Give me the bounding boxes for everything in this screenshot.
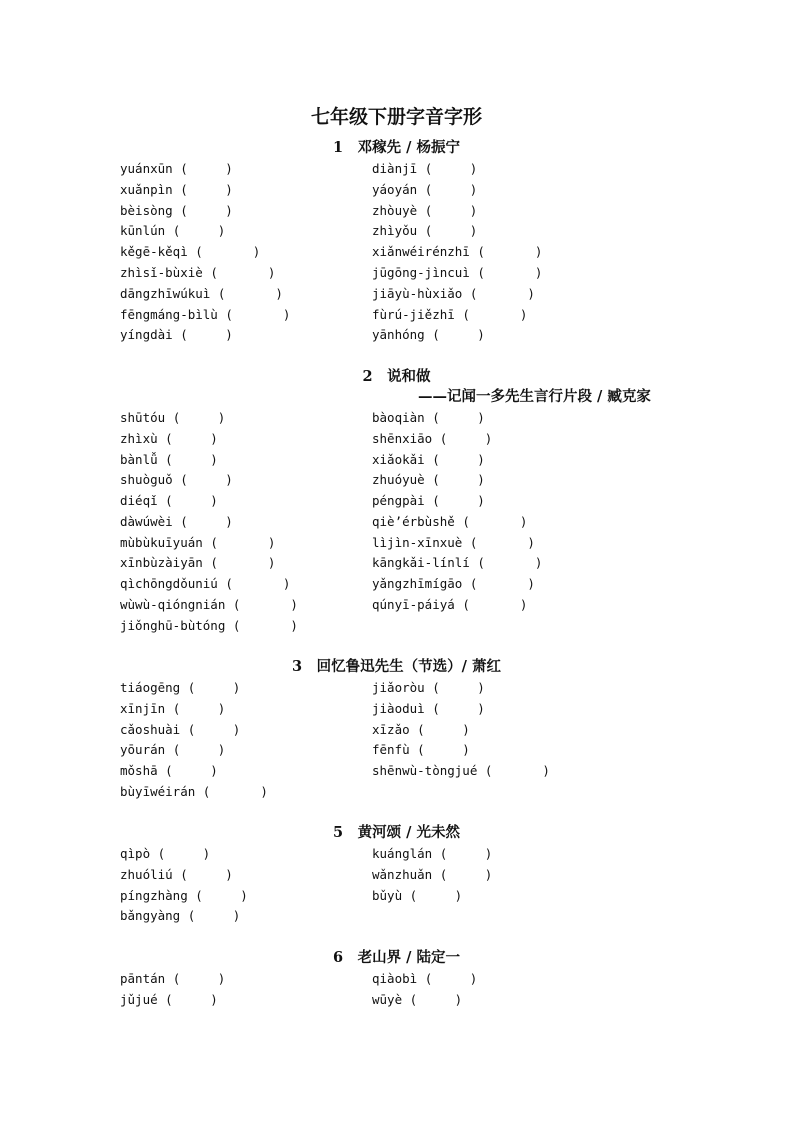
pinyin-text: shēnxiāo bbox=[372, 430, 433, 446]
answer-blank[interactable]: ( ) bbox=[432, 680, 485, 695]
pinyin-text: mùbùkuīyuán bbox=[120, 534, 203, 550]
pinyin-item bbox=[120, 513, 233, 531]
pinyin-item bbox=[120, 575, 290, 593]
pinyin-text: kāngkǎi-línlí bbox=[372, 555, 470, 571]
pinyin-item bbox=[372, 202, 477, 220]
pinyin-text: zhìyǒu bbox=[372, 223, 418, 239]
pinyin-text: qìpò bbox=[120, 846, 151, 861]
answer-blank[interactable]: ( ) bbox=[210, 555, 276, 571]
pinyin-item bbox=[372, 845, 492, 863]
answer-blank[interactable]: ( ) bbox=[180, 327, 233, 343]
pinyin-text: xiǎokǎi bbox=[372, 451, 425, 467]
pinyin-text: píngzhàng bbox=[120, 887, 188, 903]
pinyin-text: wǎnzhuǎn bbox=[372, 866, 433, 882]
answer-blank[interactable]: ( ) bbox=[187, 908, 241, 924]
pinyin-item bbox=[372, 409, 485, 427]
answer-blank[interactable]: ( ) bbox=[477, 244, 543, 260]
pinyin-item bbox=[372, 596, 527, 614]
pinyin-item bbox=[372, 430, 492, 448]
pinyin-text: bǔyù bbox=[372, 887, 403, 903]
answer-blank[interactable]: ( ) bbox=[165, 763, 218, 779]
pinyin-text: xiǎnwéirénzhī bbox=[372, 244, 470, 260]
answer-blank[interactable]: ( ) bbox=[432, 410, 485, 425]
answer-blank[interactable]: ( ) bbox=[187, 680, 241, 695]
answer-blank[interactable]: ( ) bbox=[432, 493, 485, 508]
pinyin-text: yānhóng bbox=[372, 327, 425, 343]
answer-blank[interactable]: ( ) bbox=[469, 285, 535, 301]
pinyin-item bbox=[372, 866, 492, 884]
answer-blank[interactable]: ( ) bbox=[409, 887, 463, 903]
pinyin-text: wūyè bbox=[372, 991, 403, 1007]
answer-blank[interactable]: ( ) bbox=[180, 202, 233, 218]
answer-blank[interactable]: ( ) bbox=[424, 223, 478, 239]
pinyin-item bbox=[120, 991, 218, 1009]
pinyin-item bbox=[120, 306, 290, 324]
pinyin-item bbox=[372, 243, 542, 261]
pinyin-item bbox=[120, 326, 233, 344]
pinyin-text: jiāyù-hùxiǎo bbox=[372, 285, 463, 301]
pinyin-text: jiǒnghū-bùtóng bbox=[120, 617, 226, 633]
answer-blank[interactable]: ( ) bbox=[462, 306, 528, 322]
pinyin-text: zhuóyuè bbox=[372, 472, 425, 488]
pinyin-item bbox=[120, 887, 248, 905]
section-heading: 5 黄河颂 / 光未然 bbox=[333, 824, 460, 841]
pinyin-item bbox=[120, 679, 240, 697]
pinyin-item bbox=[120, 700, 225, 718]
answer-blank[interactable]: ( ) bbox=[195, 244, 261, 260]
answer-blank[interactable]: ( ) bbox=[432, 472, 485, 488]
pinyin-item bbox=[120, 866, 233, 884]
pinyin-item bbox=[120, 721, 240, 739]
pinyin-item bbox=[372, 741, 470, 759]
pinyin-text: bànlǚ bbox=[120, 451, 158, 467]
answer-blank[interactable]: ( ) bbox=[165, 493, 218, 508]
pinyin-item bbox=[372, 554, 542, 572]
pinyin-item bbox=[372, 471, 485, 489]
pinyin-item bbox=[120, 451, 218, 469]
pinyin-item bbox=[372, 264, 542, 282]
pinyin-text: fùrú-jiězhī bbox=[372, 306, 455, 322]
pinyin-item bbox=[120, 285, 283, 303]
pinyin-item bbox=[372, 285, 535, 303]
pinyin-text: lìjìn-xīnxuè bbox=[372, 534, 463, 550]
answer-blank[interactable]: ( ) bbox=[157, 846, 211, 861]
answer-blank[interactable]: ( ) bbox=[210, 265, 276, 280]
section-heading: 3 回忆鲁迅先生（节选）/ 萧红 bbox=[292, 658, 501, 675]
answer-blank[interactable]: ( ) bbox=[172, 971, 226, 986]
pinyin-item bbox=[120, 243, 260, 261]
answer-blank[interactable]: ( ) bbox=[469, 534, 535, 550]
answer-blank[interactable]: ( ) bbox=[439, 430, 493, 446]
pinyin-item bbox=[372, 181, 477, 199]
pinyin-text: shēnwù-tòngjué bbox=[372, 763, 478, 779]
pinyin-text: kuánglán bbox=[372, 846, 433, 861]
pinyin-item bbox=[120, 845, 210, 863]
pinyin-text: jūgōng-jìncuì bbox=[372, 265, 470, 280]
answer-blank[interactable]: ( ) bbox=[432, 451, 485, 467]
pinyin-text: zhìsǐ-bùxiè bbox=[120, 265, 203, 280]
pinyin-text: xuǎnpìn bbox=[120, 181, 173, 197]
pinyin-text: qiàobì bbox=[372, 971, 418, 986]
pinyin-text: yuánxūn bbox=[120, 161, 173, 176]
answer-blank[interactable]: ( ) bbox=[195, 887, 248, 903]
answer-blank[interactable]: ( ) bbox=[417, 742, 470, 758]
answer-blank[interactable]: ( ) bbox=[462, 596, 528, 612]
pinyin-item bbox=[372, 534, 535, 552]
pinyin-item bbox=[120, 970, 225, 988]
answer-blank[interactable]: ( ) bbox=[165, 991, 218, 1007]
answer-blank[interactable]: ( ) bbox=[432, 327, 485, 343]
pinyin-item bbox=[120, 762, 218, 780]
pinyin-text: jǔjué bbox=[120, 991, 158, 1007]
pinyin-text: qiè’érbùshě bbox=[372, 513, 455, 529]
pinyin-item bbox=[120, 471, 233, 489]
pinyin-text: yáoyán bbox=[372, 181, 418, 197]
answer-blank[interactable]: ( ) bbox=[225, 306, 291, 322]
pinyin-item bbox=[372, 160, 477, 178]
pinyin-item bbox=[372, 222, 477, 240]
answer-blank[interactable]: ( ) bbox=[477, 555, 543, 571]
answer-blank[interactable]: ( ) bbox=[165, 430, 218, 446]
pinyin-item bbox=[372, 575, 535, 593]
answer-blank[interactable]: ( ) bbox=[180, 181, 233, 197]
section-heading: 2 说和做 bbox=[362, 368, 431, 385]
answer-blank[interactable]: ( ) bbox=[477, 265, 543, 280]
pinyin-text: mǒshā bbox=[120, 763, 158, 779]
answer-blank[interactable]: ( ) bbox=[417, 721, 470, 737]
answer-blank[interactable]: ( ) bbox=[462, 513, 528, 529]
pinyin-item bbox=[120, 492, 218, 510]
answer-blank[interactable]: ( ) bbox=[232, 596, 298, 612]
answer-blank[interactable]: ( ) bbox=[210, 534, 276, 550]
pinyin-text: wùwù-qióngnián bbox=[120, 596, 226, 612]
answer-blank[interactable]: ( ) bbox=[180, 866, 233, 882]
pinyin-text: dāngzhīwúkuì bbox=[120, 285, 211, 301]
pinyin-item bbox=[372, 679, 485, 697]
pinyin-item bbox=[372, 970, 477, 988]
pinyin-item bbox=[372, 762, 550, 780]
pinyin-item bbox=[372, 887, 462, 905]
answer-blank[interactable]: ( ) bbox=[172, 223, 226, 239]
pinyin-item bbox=[372, 306, 527, 324]
pinyin-item bbox=[372, 991, 462, 1009]
pinyin-text: cǎoshuài bbox=[120, 721, 181, 737]
pinyin-text: shūtóu bbox=[120, 410, 166, 425]
pinyin-text: pāntán bbox=[120, 971, 166, 986]
answer-blank[interactable]: ( ) bbox=[439, 866, 493, 882]
pinyin-item bbox=[120, 741, 225, 759]
pinyin-item bbox=[372, 451, 485, 469]
answer-blank[interactable]: ( ) bbox=[202, 784, 268, 799]
answer-blank[interactable]: ( ) bbox=[172, 700, 226, 716]
pinyin-text: bǎngyàng bbox=[120, 908, 181, 924]
answer-blank[interactable]: ( ) bbox=[424, 202, 478, 218]
pinyin-text: yōurán bbox=[120, 742, 166, 758]
pinyin-item bbox=[120, 783, 268, 801]
pinyin-text: xīnjīn bbox=[120, 700, 166, 716]
answer-blank[interactable]: ( ) bbox=[424, 181, 478, 197]
pinyin-item bbox=[120, 160, 233, 178]
pinyin-item bbox=[120, 534, 275, 552]
pinyin-item bbox=[120, 617, 298, 635]
answer-blank[interactable]: ( ) bbox=[409, 991, 463, 1007]
section-heading: 1 邓稼先 / 杨振宁 bbox=[333, 139, 460, 156]
pinyin-text: bàoqiàn bbox=[372, 410, 425, 425]
pinyin-item bbox=[120, 430, 218, 448]
answer-blank[interactable]: ( ) bbox=[217, 285, 283, 301]
answer-blank[interactable]: ( ) bbox=[424, 161, 478, 176]
pinyin-text: zhuóliú bbox=[120, 866, 173, 882]
answer-blank[interactable]: ( ) bbox=[439, 846, 493, 861]
pinyin-text: bùyīwéirán bbox=[120, 784, 196, 799]
pinyin-item bbox=[372, 700, 485, 718]
answer-blank[interactable]: ( ) bbox=[172, 410, 226, 425]
pinyin-item bbox=[120, 554, 275, 572]
answer-blank[interactable]: ( ) bbox=[432, 700, 485, 716]
pinyin-text: diànjī bbox=[372, 161, 418, 176]
pinyin-text: kěgē-kěqì bbox=[120, 244, 188, 260]
pinyin-item bbox=[120, 222, 225, 240]
pinyin-text: diéqǐ bbox=[120, 493, 158, 508]
pinyin-text: dàwúwèi bbox=[120, 513, 173, 529]
answer-blank[interactable]: ( ) bbox=[225, 576, 291, 591]
pinyin-item bbox=[120, 181, 233, 199]
answer-blank[interactable]: ( ) bbox=[180, 161, 233, 176]
answer-blank[interactable]: ( ) bbox=[469, 576, 535, 591]
answer-blank[interactable]: ( ) bbox=[187, 721, 241, 737]
pinyin-text: zhìxù bbox=[120, 430, 158, 446]
pinyin-text: fēnfù bbox=[372, 742, 410, 758]
pinyin-text: fēngmáng-bìlù bbox=[120, 306, 218, 322]
pinyin-text: shuòguǒ bbox=[120, 472, 173, 488]
pinyin-item bbox=[120, 409, 225, 427]
answer-blank[interactable]: ( ) bbox=[180, 472, 233, 488]
pinyin-text: yǎngzhīmígāo bbox=[372, 576, 463, 591]
answer-blank[interactable]: ( ) bbox=[484, 763, 550, 779]
pinyin-text: qìchōngdǒuniú bbox=[120, 576, 218, 591]
pinyin-text: tiáogēng bbox=[120, 680, 181, 695]
pinyin-text: jiàoduì bbox=[372, 700, 425, 716]
pinyin-text: péngpài bbox=[372, 493, 425, 508]
answer-blank[interactable]: ( ) bbox=[232, 617, 298, 633]
pinyin-item bbox=[120, 202, 233, 220]
pinyin-item bbox=[120, 264, 275, 282]
pinyin-item bbox=[372, 492, 485, 510]
answer-blank[interactable]: ( ) bbox=[424, 971, 478, 986]
pinyin-item bbox=[372, 721, 470, 739]
pinyin-text: yíngdài bbox=[120, 327, 173, 343]
pinyin-text: zhòuyè bbox=[372, 202, 418, 218]
pinyin-item bbox=[120, 596, 298, 614]
pinyin-text: kūnlún bbox=[120, 223, 166, 239]
section-subheading: ——记闻一多先生言行片段 / 臧克家 bbox=[418, 388, 651, 405]
answer-blank[interactable]: ( ) bbox=[172, 742, 226, 758]
page-title: 七年级下册字音字形 bbox=[310, 106, 482, 128]
pinyin-text: bèisòng bbox=[120, 202, 173, 218]
pinyin-text: jiǎoròu bbox=[372, 680, 425, 695]
pinyin-text: xīzǎo bbox=[372, 721, 410, 737]
pinyin-item bbox=[372, 513, 527, 531]
section-heading: 6 老山界 / 陆定一 bbox=[333, 949, 460, 966]
pinyin-item bbox=[372, 326, 485, 344]
pinyin-text: qúnyī-páiyá bbox=[372, 596, 455, 612]
pinyin-text: xīnbùzàiyān bbox=[120, 555, 203, 571]
answer-blank[interactable]: ( ) bbox=[180, 513, 233, 529]
pinyin-item bbox=[120, 907, 240, 925]
answer-blank[interactable]: ( ) bbox=[165, 451, 218, 467]
